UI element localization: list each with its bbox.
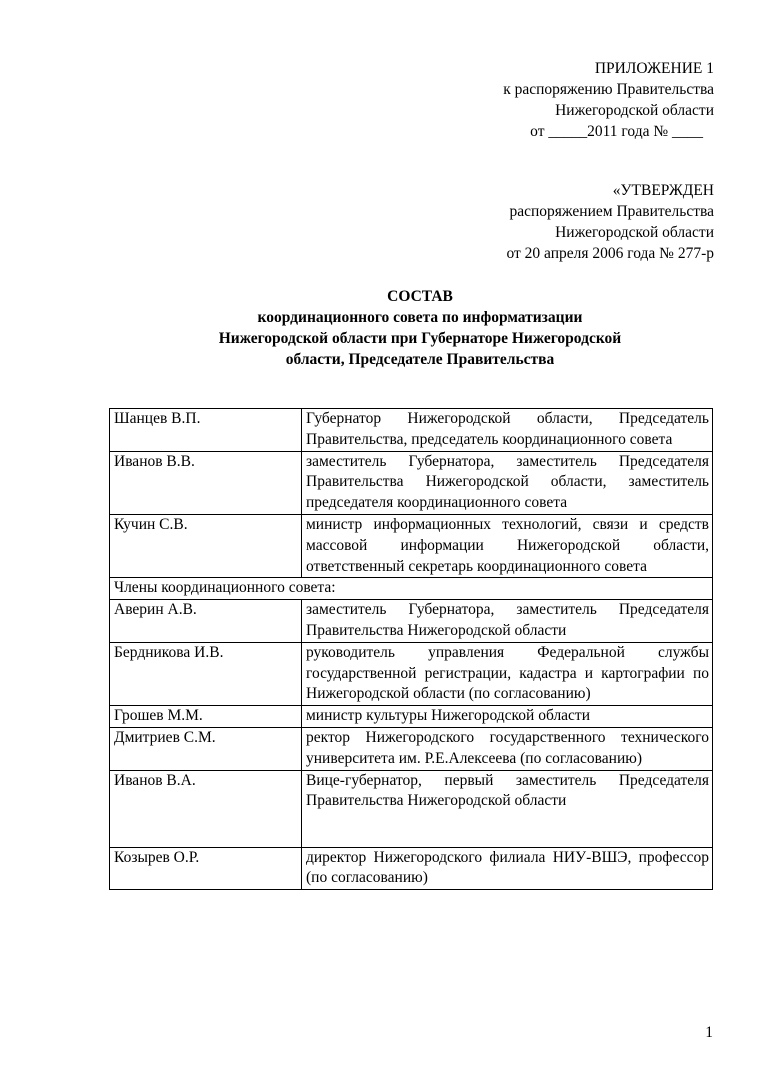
approved-date-number: от 20 апреля 2006 года № 277-р — [506, 245, 714, 262]
title-line-2: координационного совета по информатизации — [257, 309, 583, 326]
member-name: Иванов В.А. — [110, 770, 302, 847]
title-line-4: области, Председателе Правительства — [285, 351, 555, 368]
members-heading: Члены координационного совета: — [110, 578, 713, 600]
approved-by: распоряжением Правительства — [509, 203, 714, 220]
table-row — [110, 706, 713, 728]
title-line-3: Нижегородской области при Губернаторе Нижегородской — [218, 330, 622, 347]
table-row — [110, 847, 713, 890]
table-row — [110, 727, 713, 770]
title-line-1: СОСТАВ — [387, 288, 453, 305]
member-name: Грошев М.М. — [110, 706, 302, 728]
member-name: Иванов В.В. — [110, 451, 302, 514]
member-position: ректор Нижегородского государственного технического университета им. Р.Е.Алексеева (по согласованию) — [302, 727, 713, 770]
member-position: Губернатор Нижегородской области, Председатель Правительства, председатель координационного совета — [302, 409, 713, 452]
table-row — [110, 770, 713, 847]
member-position: министр культуры Нижегородской области — [302, 706, 713, 728]
member-position: заместитель Губернатора, заместитель Председателя Правительства Нижегородской области — [302, 600, 713, 643]
page-number: 1 — [705, 1024, 713, 1041]
table-row — [110, 451, 713, 514]
member-position: директор Нижегородского филиала НИУ-ВШЭ, профессор (по согласованию) — [302, 847, 713, 890]
member-name: Шанцев В.П. — [110, 409, 302, 452]
members-heading-row — [110, 578, 713, 600]
member-name: Кучин С.В. — [110, 514, 302, 577]
region-name: Нижегородской области — [555, 102, 714, 119]
member-position: Вице-губернатор, первый заместитель Председателя Правительства Нижегородской области — [302, 770, 713, 847]
table-row — [110, 514, 713, 577]
member-name: Дмитриев С.М. — [110, 727, 302, 770]
member-position: министр информационных технологий, связи и средств массовой информации Нижегородской области, ответственный секретарь координационного совета — [302, 514, 713, 577]
member-position: руководитель управления Федеральной службы государственной регистрации, кадастра и картографии по Нижегородской области (по согласованию) — [302, 642, 713, 705]
member-name: Бердникова И.В. — [110, 642, 302, 705]
approved-label: «УТВЕРЖДЕН — [612, 182, 714, 199]
document-title — [100, 286, 740, 370]
order-reference: к распоряжению Правительства — [503, 81, 714, 98]
member-name: Козырев О.Р. — [110, 847, 302, 890]
council-roster-table — [109, 408, 713, 890]
table-row — [110, 642, 713, 705]
table-row — [110, 409, 713, 452]
approved-stamp-header — [506, 180, 714, 264]
appendix-label: ПРИЛОЖЕНИЕ 1 — [594, 60, 714, 77]
order-date-number: от _____2011 года № ____ — [530, 123, 703, 140]
table-row — [110, 600, 713, 643]
approved-region: Нижегородской области — [555, 224, 714, 241]
member-name: Аверин А.В. — [110, 600, 302, 643]
member-position: заместитель Губернатора, заместитель Председателя Правительства Нижегородской области, заместитель председателя координационного совета — [302, 451, 713, 514]
approval-header — [503, 58, 714, 142]
